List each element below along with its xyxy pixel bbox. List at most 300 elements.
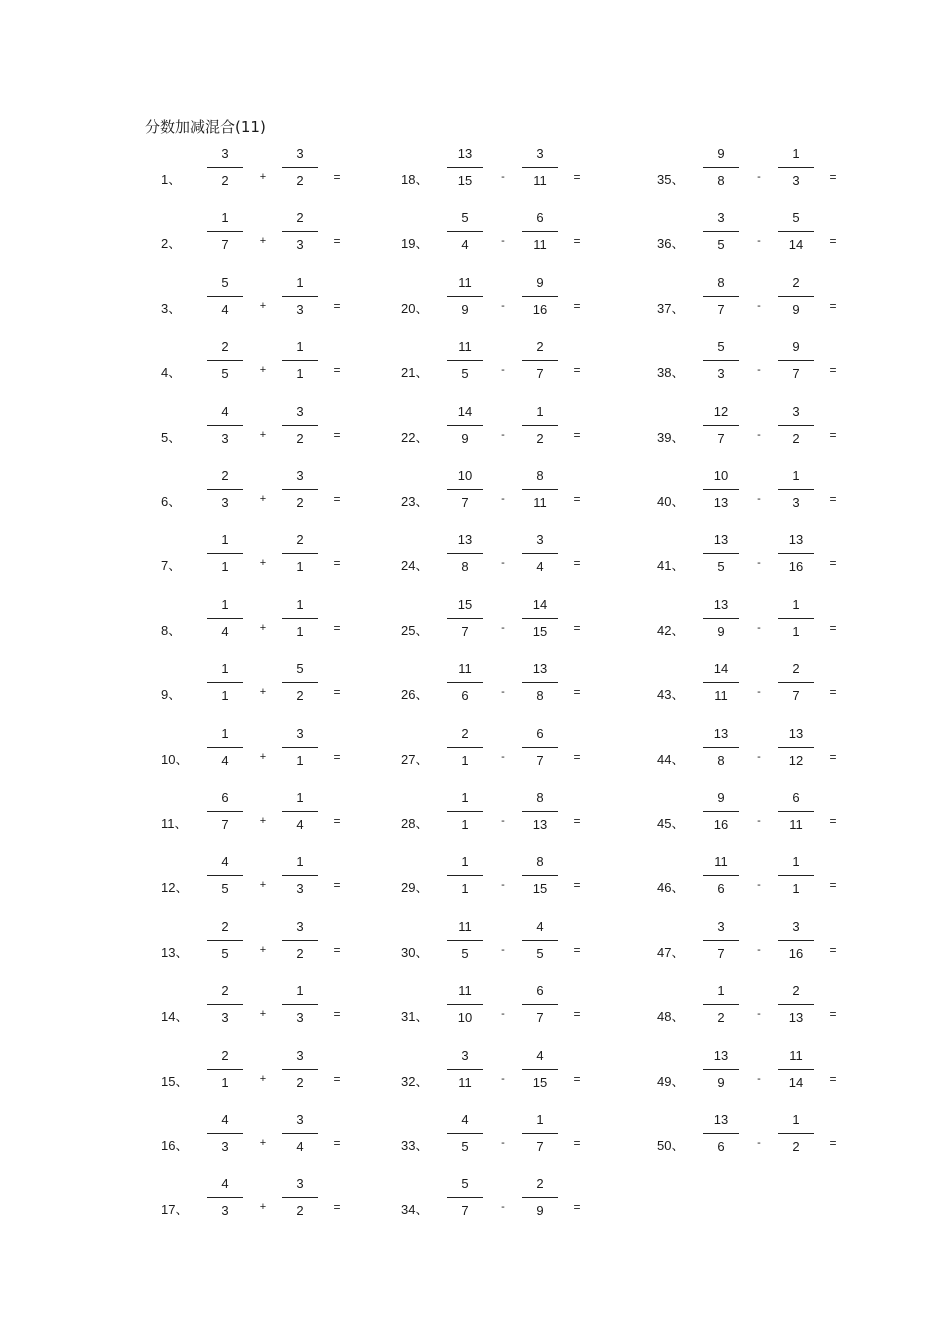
denominator: 7 — [536, 366, 544, 382]
operator-sign: - — [757, 171, 761, 183]
denominator: 2 — [792, 1139, 800, 1154]
fraction-bar — [207, 747, 243, 748]
problem-number: 47、 — [657, 944, 685, 960]
problem-item — [401, 468, 701, 532]
denominator: 4 — [461, 237, 469, 253]
numerator: 6 — [221, 790, 229, 805]
second-fraction — [778, 919, 814, 977]
numerator: 13 — [713, 1047, 729, 1063]
denominator: 7 — [717, 945, 725, 961]
equals-sign: = — [829, 298, 837, 313]
problem-number: 14、 — [161, 1009, 189, 1025]
fraction-bar — [703, 682, 739, 683]
denominator: 2 — [221, 173, 229, 188]
fraction-bar — [522, 1197, 558, 1198]
fraction-bar — [703, 747, 739, 748]
denominator: 7 — [717, 430, 725, 446]
first-fraction — [207, 983, 243, 1041]
first-fraction — [207, 1112, 243, 1170]
problem-item — [401, 1176, 701, 1240]
equals-sign: = — [333, 1071, 341, 1086]
numerator: 4 — [461, 1112, 469, 1127]
denominator: 8 — [717, 173, 725, 188]
equals-sign: = — [573, 234, 581, 249]
fraction-bar — [522, 167, 558, 168]
denominator: 3 — [221, 1139, 229, 1154]
denominator: 1 — [221, 559, 229, 575]
problem-item — [657, 1048, 950, 1112]
denominator: 1 — [461, 817, 469, 832]
numerator: 2 — [792, 274, 800, 290]
operator-sign: - — [501, 750, 505, 763]
fraction-bar — [778, 618, 814, 619]
first-fraction — [447, 275, 483, 333]
first-fraction — [447, 532, 483, 590]
denominator: 7 — [536, 1139, 544, 1154]
fraction-bar — [778, 1133, 814, 1134]
numerator: 3 — [221, 146, 229, 161]
numerator: 2 — [792, 983, 800, 999]
denominator: 9 — [717, 623, 725, 639]
fraction-bar — [282, 1004, 318, 1005]
first-fraction — [207, 790, 243, 848]
denominator: 3 — [296, 301, 304, 317]
numerator: 1 — [296, 790, 304, 805]
numerator: 13 — [532, 661, 548, 677]
numerator: 3 — [296, 918, 304, 934]
equals-sign: = — [333, 620, 341, 635]
operator-sign: - — [501, 493, 505, 505]
second-fraction — [778, 532, 814, 590]
fraction-bar — [522, 811, 558, 812]
denominator: 12 — [788, 752, 804, 768]
second-fraction — [282, 661, 318, 719]
numerator: 1 — [792, 146, 800, 161]
problem-item — [657, 854, 950, 918]
fraction-bar — [282, 425, 318, 426]
equals-sign: = — [829, 620, 837, 635]
fraction-bar — [282, 747, 318, 748]
first-fraction — [703, 854, 739, 912]
fraction-bar — [282, 940, 318, 941]
numerator: 11 — [458, 661, 472, 677]
denominator: 11 — [714, 688, 728, 704]
numerator: 5 — [296, 661, 304, 677]
second-fraction — [522, 919, 558, 977]
problem-number: 24、 — [401, 558, 429, 574]
numerator: 1 — [461, 790, 469, 805]
problem-number: 18、 — [401, 172, 429, 187]
problem-item — [401, 597, 701, 661]
second-fraction — [522, 1112, 558, 1170]
numerator: 5 — [717, 339, 725, 355]
denominator: 7 — [792, 366, 800, 382]
denominator: 13 — [713, 495, 729, 510]
numerator: 1 — [792, 854, 800, 870]
numerator: 3 — [717, 210, 725, 226]
equals-sign: = — [333, 363, 341, 378]
operator-sign: - — [757, 1137, 761, 1149]
fraction-bar — [522, 231, 558, 232]
second-fraction — [282, 404, 318, 462]
second-fraction — [522, 275, 558, 333]
second-fraction — [282, 1048, 318, 1106]
denominator: 5 — [221, 945, 229, 961]
denominator: 1 — [461, 881, 469, 897]
equals-sign: = — [573, 814, 581, 828]
denominator: 5 — [221, 366, 229, 382]
problem-item — [657, 468, 950, 532]
operator-sign: - — [757, 815, 761, 827]
problem-number: 29、 — [401, 880, 429, 896]
first-fraction — [207, 146, 243, 204]
problem-number: 41、 — [657, 558, 685, 574]
equals-sign: = — [573, 1007, 581, 1022]
fraction-bar — [778, 940, 814, 941]
equals-sign: = — [829, 556, 837, 571]
denominator: 2 — [717, 1010, 725, 1026]
denominator: 3 — [221, 495, 229, 510]
equals-sign: = — [573, 1200, 581, 1215]
problem-number: 27、 — [401, 751, 429, 767]
problem-item — [401, 1112, 701, 1176]
numerator: 4 — [221, 1112, 229, 1127]
denominator: 16 — [788, 945, 804, 961]
denominator: 2 — [296, 430, 304, 446]
numerator: 5 — [792, 210, 800, 226]
denominator: 4 — [536, 559, 544, 575]
fraction-bar — [207, 618, 243, 619]
problem-item — [401, 661, 701, 725]
numerator: 3 — [717, 918, 725, 934]
equals-sign: = — [573, 363, 581, 378]
equals-sign: = — [333, 234, 341, 249]
operator-sign: - — [757, 235, 761, 248]
operator-sign: - — [757, 428, 761, 441]
problem-item — [401, 339, 701, 403]
denominator: 7 — [536, 1010, 544, 1026]
denominator: 2 — [296, 1203, 304, 1219]
first-fraction — [207, 854, 243, 912]
operator-sign: + — [259, 879, 267, 892]
denominator: 2 — [296, 1074, 304, 1090]
operator-sign: - — [757, 686, 761, 699]
operator-sign: - — [757, 557, 761, 570]
fraction-bar — [282, 553, 318, 554]
problem-number: 6、 — [161, 494, 182, 509]
fraction-bar — [447, 553, 483, 554]
numerator: 2 — [792, 661, 800, 677]
second-fraction — [282, 468, 318, 526]
problem-number: 5、 — [161, 429, 182, 445]
fraction-bar — [522, 940, 558, 941]
operator-sign: - — [501, 299, 505, 312]
denominator: 4 — [221, 623, 229, 639]
numerator: 4 — [536, 1047, 544, 1063]
fraction-bar — [282, 360, 318, 361]
fraction-bar — [447, 296, 483, 297]
operator-sign: + — [259, 943, 267, 956]
problem-number: 38、 — [657, 365, 685, 381]
fraction-bar — [207, 875, 243, 876]
operator-sign: + — [259, 686, 267, 699]
equals-sign: = — [573, 878, 581, 893]
first-fraction — [447, 661, 483, 719]
fraction-bar — [778, 1004, 814, 1005]
problem-item — [657, 661, 950, 725]
denominator: 10 — [457, 1010, 473, 1026]
problem-item — [401, 919, 701, 983]
denominator: 9 — [717, 1074, 725, 1090]
numerator: 6 — [536, 210, 544, 226]
first-fraction — [703, 597, 739, 655]
second-fraction — [522, 597, 558, 655]
denominator: 5 — [717, 237, 725, 253]
second-fraction — [778, 275, 814, 333]
equals-sign: = — [829, 814, 837, 828]
denominator: 16 — [532, 301, 548, 317]
second-fraction — [522, 661, 558, 719]
first-fraction — [447, 790, 483, 848]
denominator: 11 — [789, 817, 803, 832]
equals-sign: = — [333, 942, 341, 957]
numerator: 10 — [713, 468, 729, 483]
problem-item — [401, 726, 701, 790]
numerator: 2 — [221, 1047, 229, 1063]
fraction-bar — [703, 1133, 739, 1134]
second-fraction — [522, 983, 558, 1041]
numerator: 9 — [717, 146, 725, 161]
denominator: 3 — [221, 430, 229, 446]
denominator: 1 — [792, 623, 800, 639]
fraction-bar — [778, 875, 814, 876]
denominator: 1 — [296, 366, 304, 382]
equals-sign: = — [829, 942, 837, 957]
numerator: 11 — [458, 983, 472, 999]
problem-number: 25、 — [401, 622, 429, 638]
second-fraction — [282, 210, 318, 268]
numerator: 14 — [713, 661, 729, 677]
operator-sign: - — [501, 235, 505, 248]
problem-number: 42、 — [657, 622, 685, 638]
second-fraction — [282, 275, 318, 333]
numerator: 13 — [713, 1112, 729, 1127]
second-fraction — [778, 210, 814, 268]
numerator: 13 — [457, 532, 473, 548]
equals-sign: = — [573, 170, 581, 184]
operator-sign: + — [259, 299, 267, 312]
problem-number: 19、 — [401, 236, 429, 252]
equals-sign: = — [333, 1200, 341, 1215]
denominator: 3 — [221, 1010, 229, 1026]
problem-number: 43、 — [657, 687, 685, 703]
denominator: 3 — [717, 366, 725, 382]
denominator: 16 — [713, 817, 729, 832]
numerator: 3 — [536, 532, 544, 548]
first-fraction — [207, 597, 243, 655]
problem-item — [401, 275, 701, 339]
denominator: 5 — [461, 945, 469, 961]
fraction-bar — [778, 1069, 814, 1070]
fraction-bar — [778, 747, 814, 748]
problem-number: 12、 — [161, 880, 189, 896]
operator-sign: + — [259, 621, 267, 634]
denominator: 15 — [532, 1074, 548, 1090]
problem-number: 21、 — [401, 365, 429, 381]
fraction-bar — [778, 231, 814, 232]
first-fraction — [447, 597, 483, 655]
fraction-bar — [282, 489, 318, 490]
first-fraction — [207, 404, 243, 462]
first-fraction — [447, 1112, 483, 1170]
numerator: 1 — [296, 983, 304, 999]
problem-item — [657, 532, 950, 596]
problem-item — [657, 404, 950, 468]
numerator: 1 — [792, 468, 800, 483]
operator-sign: + — [259, 364, 267, 377]
numerator: 9 — [536, 274, 544, 290]
denominator: 1 — [792, 881, 800, 897]
operator-sign: - — [501, 815, 505, 827]
first-fraction — [207, 661, 243, 719]
fraction-bar — [207, 940, 243, 941]
numerator: 8 — [536, 854, 544, 870]
fraction-bar — [282, 296, 318, 297]
numerator: 2 — [536, 339, 544, 355]
denominator: 9 — [536, 1203, 544, 1219]
fraction-bar — [522, 553, 558, 554]
fraction-bar — [447, 1004, 483, 1005]
problem-item — [401, 532, 701, 596]
denominator: 6 — [461, 688, 469, 704]
fraction-bar — [522, 296, 558, 297]
numerator: 12 — [713, 403, 729, 419]
fraction-bar — [207, 682, 243, 683]
second-fraction — [778, 661, 814, 719]
numerator: 13 — [457, 146, 473, 161]
problem-number: 1、 — [161, 172, 182, 187]
numerator: 14 — [457, 403, 473, 419]
fraction-bar — [522, 618, 558, 619]
first-fraction — [207, 210, 243, 268]
fraction-bar — [522, 1004, 558, 1005]
denominator: 5 — [717, 559, 725, 575]
numerator: 3 — [296, 1176, 304, 1192]
problem-item — [401, 983, 701, 1047]
second-fraction — [778, 1048, 814, 1106]
fraction-bar — [207, 167, 243, 168]
fraction-bar — [447, 167, 483, 168]
denominator: 1 — [221, 1074, 229, 1090]
fraction-bar — [703, 811, 739, 812]
problem-item — [657, 339, 950, 403]
problem-item — [657, 983, 950, 1047]
numerator: 3 — [792, 403, 800, 419]
fraction-bar — [282, 811, 318, 812]
second-fraction — [778, 726, 814, 784]
numerator: 10 — [457, 468, 473, 483]
numerator: 1 — [221, 725, 229, 741]
fraction-bar — [282, 1069, 318, 1070]
fraction-bar — [282, 1133, 318, 1134]
numerator: 11 — [714, 854, 728, 870]
equals-sign: = — [333, 878, 341, 893]
equals-sign: = — [573, 620, 581, 635]
denominator: 2 — [296, 945, 304, 961]
fraction-bar — [282, 1197, 318, 1198]
problem-number: 33、 — [401, 1138, 429, 1153]
problem-item — [657, 726, 950, 790]
denominator: 7 — [461, 1203, 469, 1219]
fraction-bar — [282, 682, 318, 683]
operator-sign: + — [259, 493, 267, 505]
denominator: 2 — [792, 430, 800, 446]
operator-sign: - — [757, 879, 761, 892]
denominator: 2 — [296, 173, 304, 188]
numerator: 4 — [221, 403, 229, 419]
problem-number: 46、 — [657, 880, 685, 896]
equals-sign: = — [333, 492, 341, 506]
denominator: 3 — [792, 173, 800, 188]
first-fraction — [703, 661, 739, 719]
operator-sign: - — [757, 750, 761, 763]
fraction-bar — [703, 553, 739, 554]
numerator: 1 — [792, 596, 800, 612]
equals-sign: = — [829, 749, 837, 764]
second-fraction — [778, 404, 814, 462]
equals-sign: = — [333, 556, 341, 571]
operator-sign: - — [757, 493, 761, 505]
denominator: 9 — [461, 430, 469, 446]
operator-sign: - — [501, 621, 505, 634]
fraction-bar — [447, 1133, 483, 1134]
denominator: 1 — [296, 559, 304, 575]
fraction-bar — [703, 1004, 739, 1005]
denominator: 4 — [221, 301, 229, 317]
operator-sign: - — [501, 686, 505, 699]
denominator: 7 — [536, 752, 544, 768]
equals-sign: = — [829, 878, 837, 893]
first-fraction — [703, 726, 739, 784]
problem-number: 9、 — [161, 687, 182, 703]
denominator: 13 — [788, 1010, 804, 1026]
numerator: 11 — [458, 918, 472, 934]
equals-sign: = — [573, 556, 581, 571]
problem-item — [657, 597, 950, 661]
denominator: 4 — [296, 1139, 304, 1154]
second-fraction — [282, 983, 318, 1041]
denominator: 1 — [461, 752, 469, 768]
fraction-bar — [778, 425, 814, 426]
fraction-bar — [447, 875, 483, 876]
fraction-bar — [778, 553, 814, 554]
first-fraction — [207, 532, 243, 590]
fraction-bar — [207, 553, 243, 554]
numerator: 2 — [221, 339, 229, 355]
second-fraction — [282, 1112, 318, 1170]
fraction-bar — [703, 618, 739, 619]
first-fraction — [447, 146, 483, 204]
equals-sign: = — [333, 170, 341, 184]
problem-number: 30、 — [401, 944, 429, 960]
numerator: 14 — [532, 596, 548, 612]
numerator: 1 — [717, 983, 725, 999]
fraction-bar — [703, 360, 739, 361]
problem-number: 15、 — [161, 1073, 189, 1089]
fraction-bar — [207, 296, 243, 297]
problem-number: 39、 — [657, 429, 685, 445]
operator-sign: - — [757, 364, 761, 377]
